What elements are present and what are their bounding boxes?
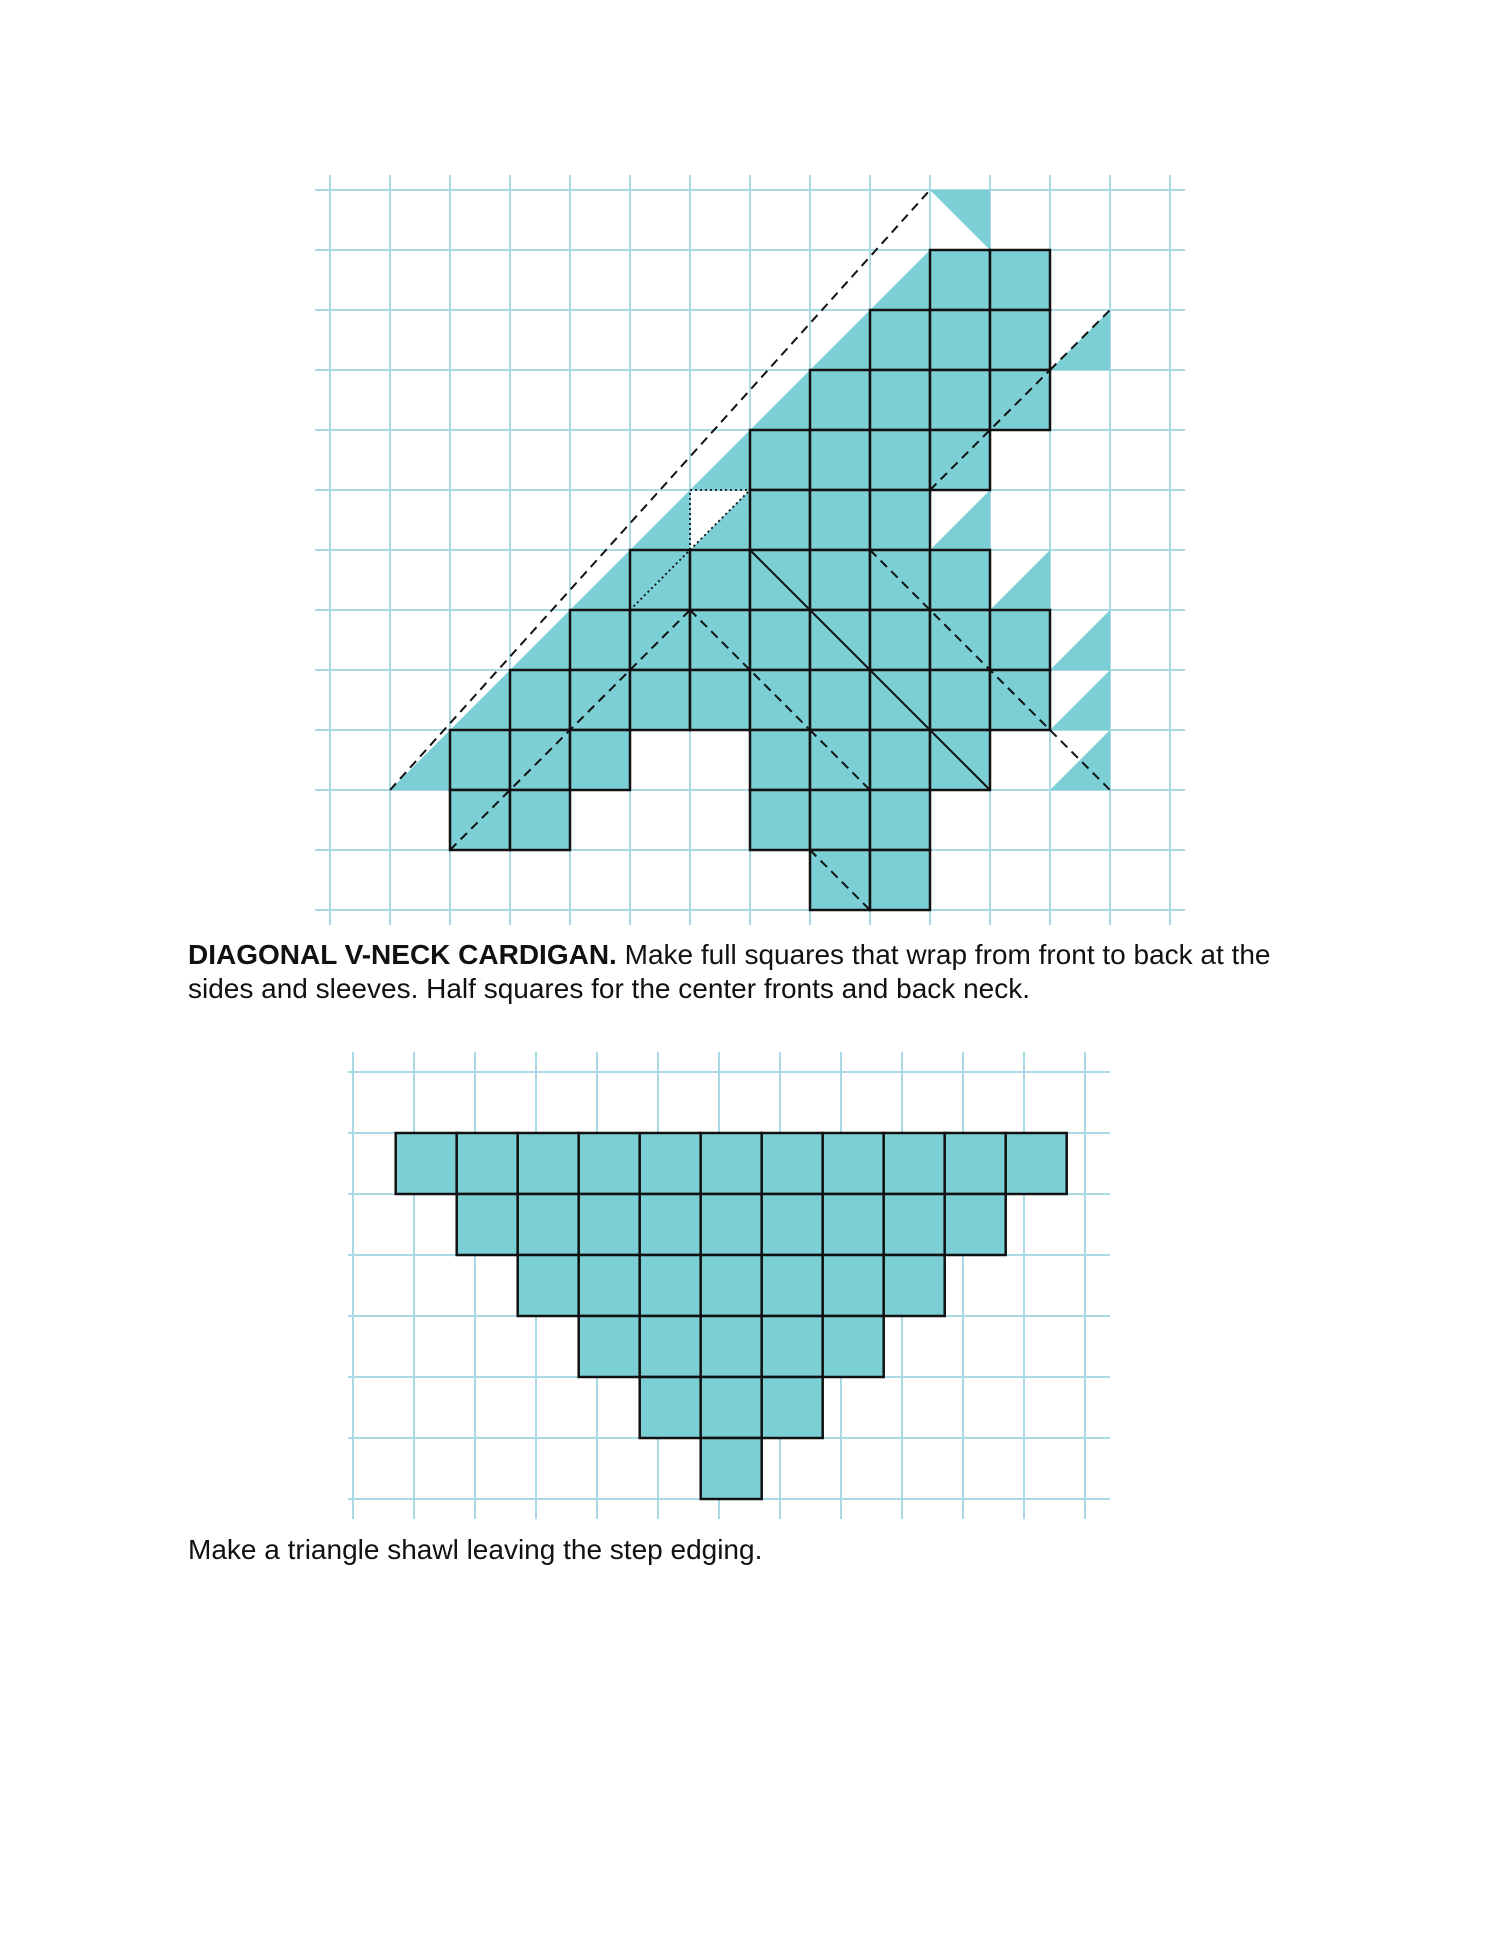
shawl-square	[579, 1255, 640, 1316]
shawl-square	[945, 1133, 1006, 1194]
shawl-square	[701, 1133, 762, 1194]
shawl-caption	[188, 1533, 1328, 1567]
shawl-square	[701, 1377, 762, 1438]
shawl-square	[762, 1133, 823, 1194]
shawl-square	[701, 1255, 762, 1316]
shawl-square	[579, 1133, 640, 1194]
shawl-square	[640, 1133, 701, 1194]
shawl-square	[640, 1316, 701, 1377]
shawl-square	[701, 1194, 762, 1255]
shawl-square	[884, 1133, 945, 1194]
shawl-square	[518, 1255, 579, 1316]
shawl-square	[762, 1255, 823, 1316]
shawl-square	[579, 1316, 640, 1377]
shawl-square	[396, 1133, 457, 1194]
shawl-square	[762, 1194, 823, 1255]
shawl-square	[823, 1194, 884, 1255]
shawl-square	[457, 1133, 518, 1194]
shawl-square	[823, 1316, 884, 1377]
shawl-square	[884, 1255, 945, 1316]
shawl-square	[823, 1255, 884, 1316]
shawl-square	[701, 1316, 762, 1377]
shawl-square	[640, 1255, 701, 1316]
shawl-caption-body: Make a triangle shawl leaving the step edging.	[188, 1534, 763, 1565]
shawl-square	[457, 1194, 518, 1255]
shawl-square	[884, 1194, 945, 1255]
cardigan-caption-body: Make full squares that wrap from front to back at the sides and sleeves. Half squares for the center fronts and back neck.	[188, 939, 1271, 1004]
shawl-square	[518, 1133, 579, 1194]
shawl-square	[1006, 1133, 1067, 1194]
shawl-square	[945, 1194, 1006, 1255]
shawl-square	[640, 1194, 701, 1255]
cardigan-caption-title: DIAGONAL V-NECK CARDIGAN.	[188, 939, 617, 970]
shawl-square	[579, 1194, 640, 1255]
shawl-square	[762, 1316, 823, 1377]
shawl-square	[701, 1438, 762, 1499]
shawl-square	[762, 1377, 823, 1438]
shawl-square	[823, 1133, 884, 1194]
shawl-square	[640, 1377, 701, 1438]
shawl-square	[518, 1194, 579, 1255]
